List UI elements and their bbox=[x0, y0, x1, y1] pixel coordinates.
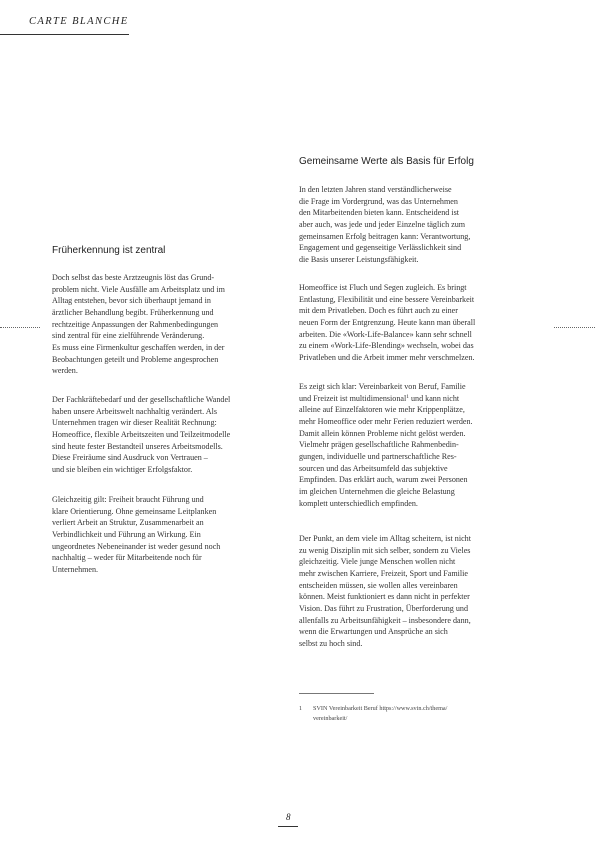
text-line-with-footnote bbox=[299, 393, 473, 405]
footnote-line[interactable]: SVIN Vereinbarkeit Beruf https://www.svin.ch/thema/ bbox=[313, 705, 448, 712]
left-dotted-margin-mark bbox=[0, 327, 40, 328]
footnote-number: 1 bbox=[299, 705, 303, 712]
left-column-paragraph-1 bbox=[52, 272, 225, 377]
text-line: neuen Form der Entgrenzung. Heute kann man überall bbox=[299, 317, 476, 327]
text-line: Entlastung, Flexibilität und eine bessere Vereinbarkeit bbox=[299, 294, 475, 304]
right-column-paragraph-2 bbox=[299, 282, 475, 364]
text-line: Diese Freiräume sind Ausdruck von Vertrauen – bbox=[52, 453, 208, 463]
text-line: ärztlicher Behandlung begibt. Früherkennung und bbox=[52, 307, 214, 317]
left-column-paragraph-3 bbox=[52, 494, 220, 576]
text-line: gleichzeitig. Viele junge Menschen wollen nicht bbox=[299, 557, 456, 567]
text-line: Verbindlichkeit und Führung an Wirkung. Ein bbox=[52, 529, 201, 539]
text-line: wenn die Erwartungen und Ansprüche an sich bbox=[299, 627, 448, 637]
text-segment: und Freizeit ist multidimensional bbox=[299, 393, 407, 403]
footnote-separator bbox=[299, 693, 374, 694]
text-line: können. Meist funktioniert es dann nicht in perfekter bbox=[299, 592, 470, 602]
text-line: Homeoffice ist Fluch und Segen zugleich. Es bringt bbox=[299, 283, 467, 292]
text-line: sind heute fester Bestandteil unseres Arbeitsmodells. bbox=[52, 441, 223, 451]
text-line: Alltag entstehen, bevor sich überhaupt jemand in bbox=[52, 296, 211, 306]
running-head-section-label: CARTE BLANCHE bbox=[29, 16, 129, 27]
text-segment: und kann nicht bbox=[408, 393, 460, 403]
text-line: arbeiten. Die «Work-Life-Balance» kann sehr schnell bbox=[299, 329, 472, 339]
text-line: komplett unterschiedlich empfinden. bbox=[299, 498, 418, 508]
page-number: 8 bbox=[286, 812, 291, 822]
text-line: Homeoffice, flexible Arbeitszeiten und Teilzeitmodelle bbox=[52, 429, 231, 439]
text-line: Empfinden. Das erklärt auch, warum zwei Personen bbox=[299, 475, 468, 485]
text-line: die Basis unserer Leistungsfähigkeit. bbox=[299, 254, 419, 264]
text-line: mit dem Privatleben. Doch es führt auch zu einer bbox=[299, 306, 458, 316]
text-line: zu wenig Disziplin mit sich selber, sondern zu Vieles bbox=[299, 545, 471, 555]
text-line: Unternehmen tragen wir dieser Realität Rechnung: bbox=[52, 418, 217, 428]
text-line: selbst zu hoch sind. bbox=[299, 638, 363, 648]
text-line: verliert Arbeit an Struktur, Zusammenarbeit an bbox=[52, 518, 204, 528]
text-line: alleine auf Einzelfaktoren wie mehr Krippenplätze, bbox=[299, 405, 465, 415]
text-line: Vision. Das führt zu Frustration, Überforderung und bbox=[299, 603, 469, 613]
text-line: Es zeigt sich klar: Vereinbarkeit von Beruf, Familie bbox=[299, 382, 466, 391]
running-head-rule bbox=[0, 34, 129, 35]
text-line: Doch selbst das beste Arztzeugnis löst das Grund- bbox=[52, 273, 215, 282]
text-line: Gleichzeitig gilt: Freiheit braucht Führung und bbox=[52, 495, 204, 504]
text-line: Damit allein können Probleme nicht gelöst werden. bbox=[299, 428, 466, 438]
text-line: den Mitarbeitenden bieten kann. Entscheidend ist bbox=[299, 208, 460, 218]
text-line: Vielmehr prägen gesellschaftliche Rahmenbedin- bbox=[299, 440, 459, 450]
text-line: sind zentral für eine zielführende Veränderung. bbox=[52, 331, 205, 341]
text-line: entscheiden müssen, sie wollen alles vereinbaren bbox=[299, 580, 458, 590]
text-line: im gleichen Unternehmen die gleiche Belastung bbox=[299, 486, 455, 496]
text-line: Der Punkt, an dem viele im Alltag scheitern, ist nicht bbox=[299, 534, 471, 543]
right-column-paragraph-1 bbox=[299, 184, 470, 266]
text-line: sourcen und das Arbeitsumfeld das subjektive bbox=[299, 463, 448, 473]
text-line: zu einem «Work-Life-Blending» wechseln, wobei das bbox=[299, 341, 474, 351]
text-line: Es muss eine Firmenkultur geschaffen werden, in der bbox=[52, 342, 225, 352]
right-column-paragraph-3 bbox=[299, 381, 473, 509]
text-line: Engagement und gegenseitige Verlässlichkeit sind bbox=[299, 243, 462, 253]
text-line: haben unsere Arbeitswelt nachhaltig verändert. Als bbox=[52, 406, 217, 416]
left-column-paragraph-2 bbox=[52, 394, 230, 476]
right-column-heading: Gemeinsame Werte als Basis für Erfolg bbox=[299, 156, 474, 167]
page-number-rule bbox=[278, 826, 298, 827]
text-line: mehr zwischen Karriere, Freizeit, Sport und Familie bbox=[299, 568, 469, 578]
text-line: Der Fachkräftebedarf und der gesellschaftliche Wandel bbox=[52, 395, 231, 404]
text-line: mehr Homeoffice oder mehr Ferien reduziert werden. bbox=[299, 416, 473, 426]
text-line: allenfalls zu Arbeitsunfähigkeit – insbesondere dann, bbox=[299, 615, 471, 625]
text-line: Privatleben und die Arbeit immer mehr verschmelzen. bbox=[299, 352, 475, 362]
text-line: problem nicht. Viele Ausfälle am Arbeitsplatz und im bbox=[52, 284, 225, 294]
text-line: die Frage im Vordergrund, was das Unternehmen bbox=[299, 196, 458, 206]
right-dotted-margin-mark bbox=[554, 327, 595, 328]
text-line: Unternehmen. bbox=[52, 564, 99, 574]
text-line: rechtzeitige Anpassungen der Rahmenbedingungen bbox=[52, 319, 219, 329]
right-column-paragraph-4 bbox=[299, 533, 471, 650]
footnote-reference[interactable]: 1 bbox=[406, 393, 409, 400]
text-line: und sie bleiben ein wichtiger Erfolgsfaktor. bbox=[52, 464, 193, 474]
text-line: werden. bbox=[52, 366, 78, 376]
text-line: aber auch, was jede und jeder Einzelne täglich zum bbox=[299, 219, 466, 229]
text-line: klare Orientierung. Ohne gemeinsame Leitplanken bbox=[52, 506, 217, 516]
left-column-heading: Früherkennung ist zentral bbox=[52, 245, 166, 256]
text-line: In den letzten Jahren stand verständlicherweise bbox=[299, 185, 452, 194]
footnote-line[interactable]: vereinbarkeit/ bbox=[313, 714, 348, 722]
text-line: nachhaltig – weder für Mitarbeitende noch für bbox=[52, 553, 202, 563]
text-line: gemeinsamen Erfolg beitragen kann: Verantwortung, bbox=[299, 231, 471, 241]
text-line: ungeordnetes Nebeneinander ist weder gesund noch bbox=[52, 541, 221, 551]
text-line: Beobachtungen geteilt und Probleme angesprochen bbox=[52, 354, 219, 364]
text-line: gungen, individuelle und partnerschaftliche Res- bbox=[299, 451, 457, 461]
footnote bbox=[299, 704, 447, 723]
